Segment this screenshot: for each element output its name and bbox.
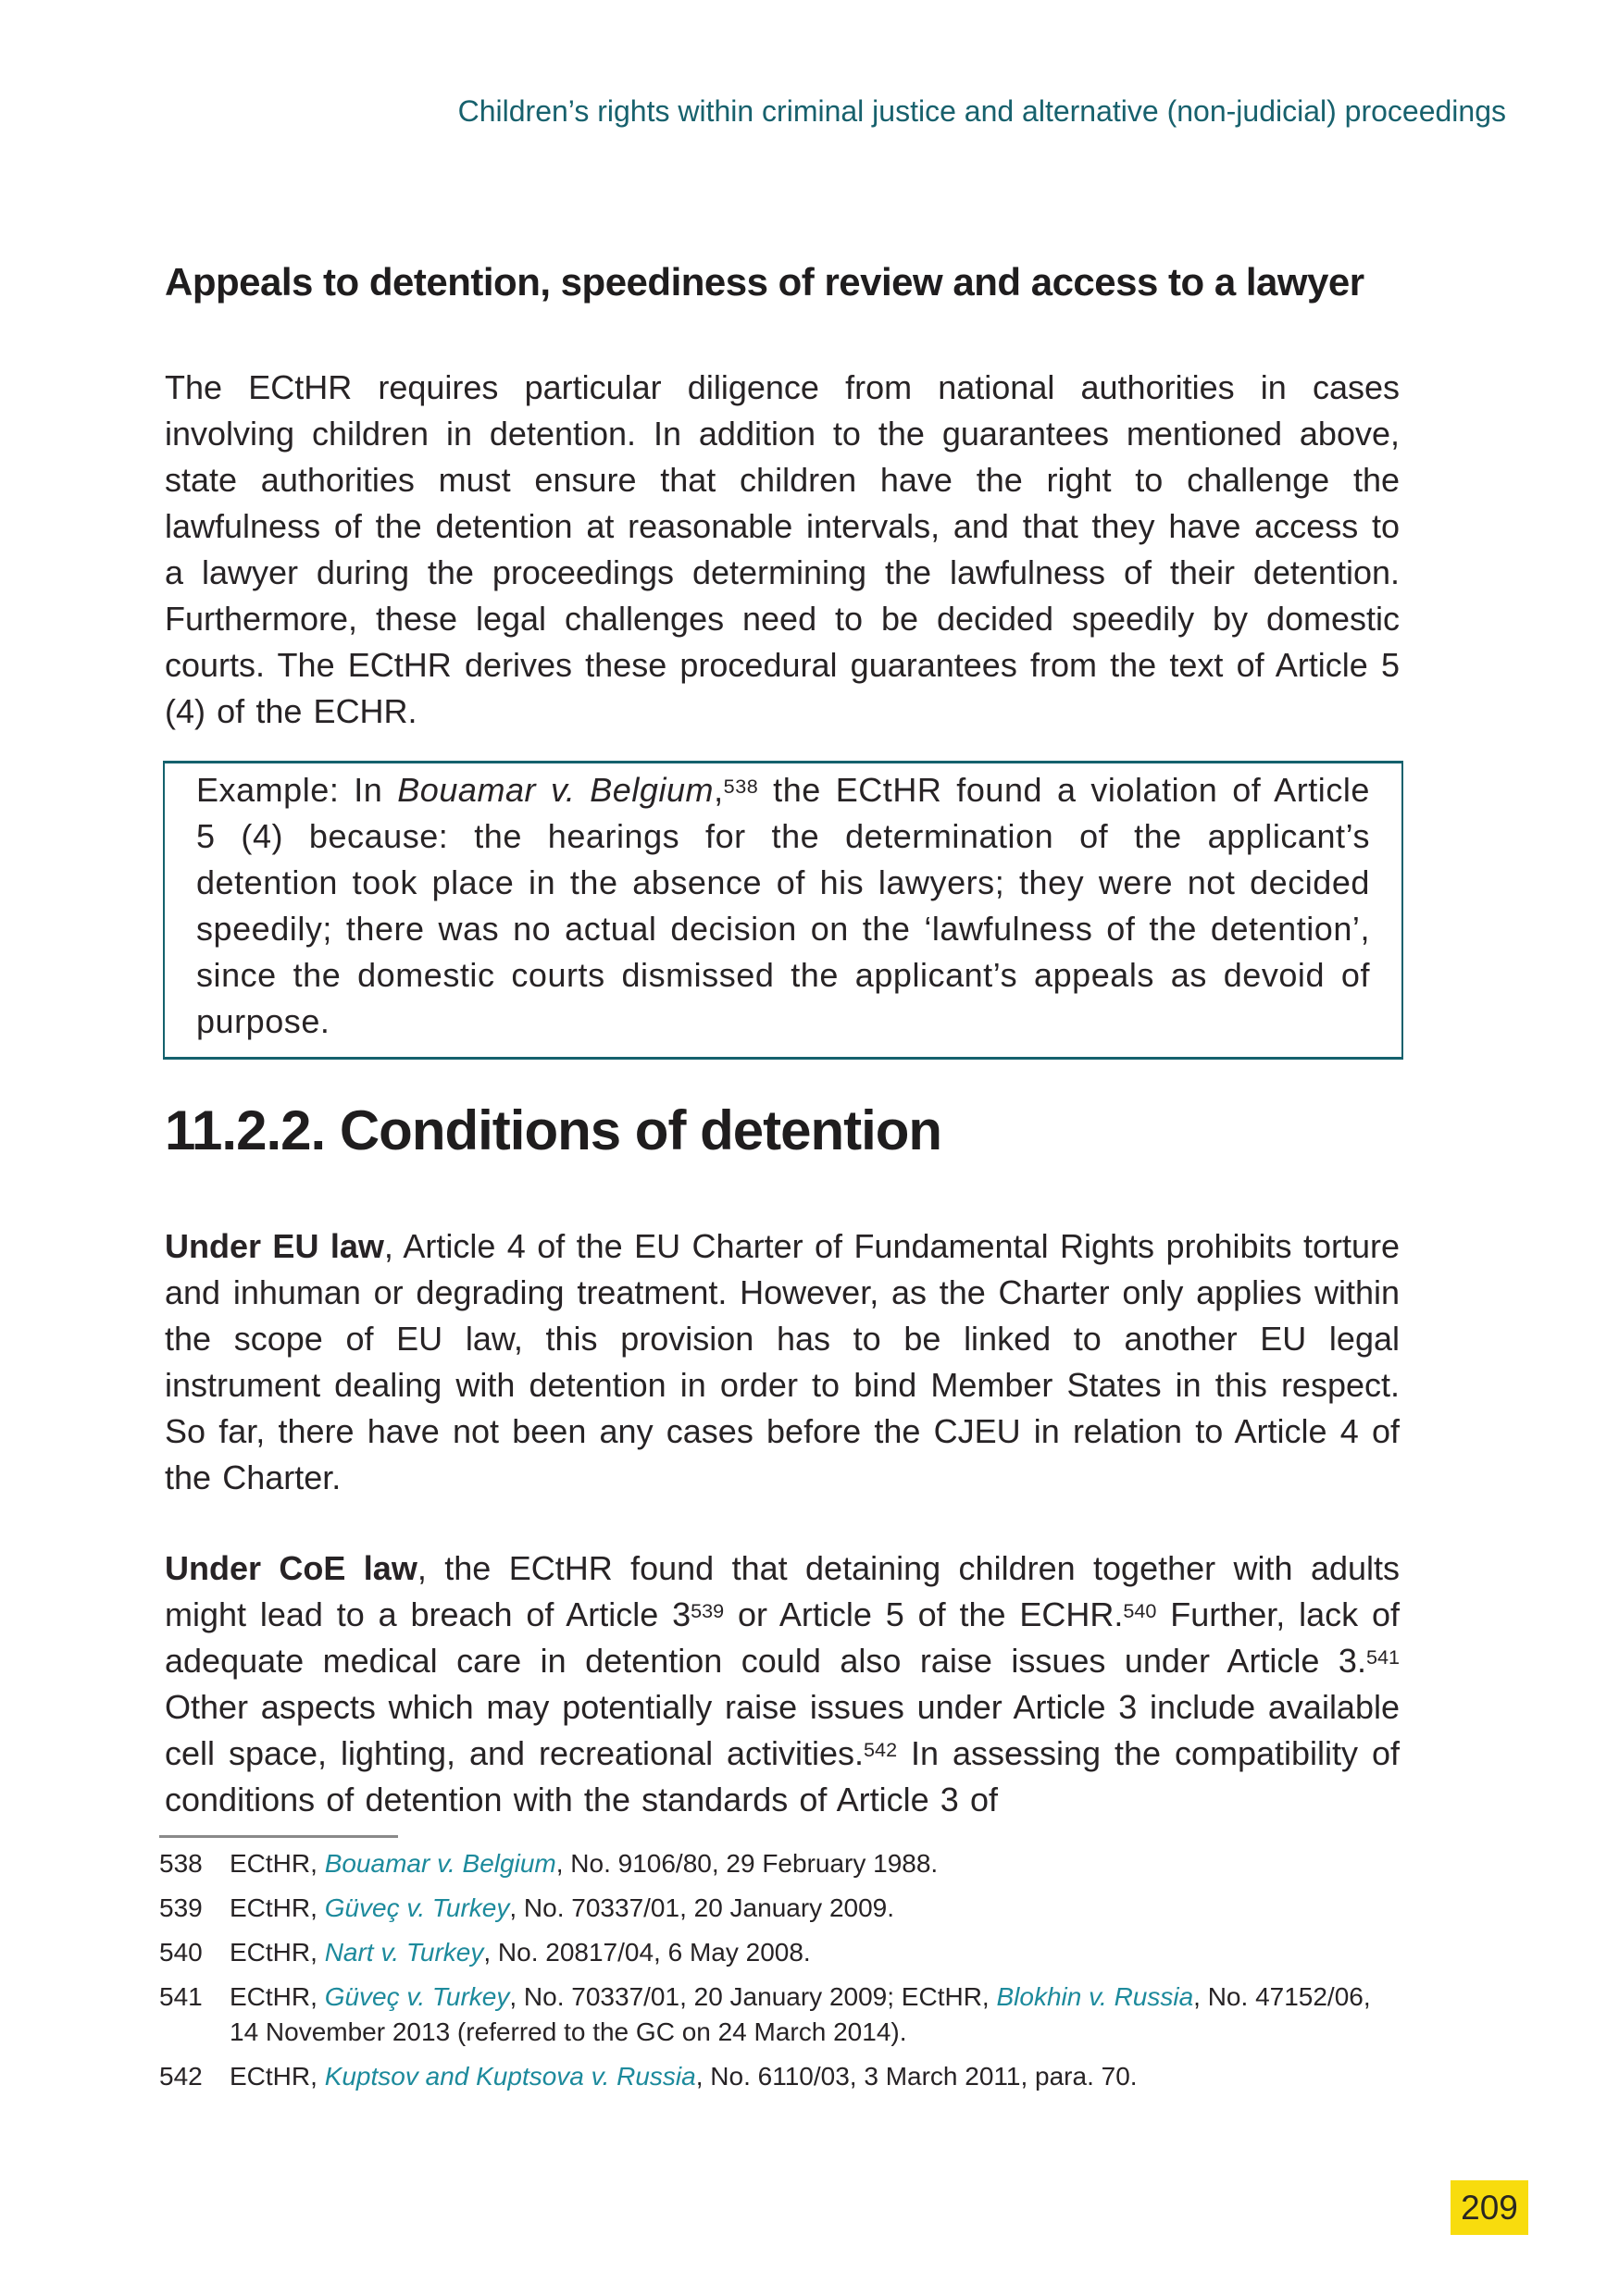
case-law-link[interactable]: Blokhin v. Russia	[996, 1982, 1194, 2011]
text-run: the ECtHR found a violation of Article 5 (4) because: the hearings for the determination of the applicant’s detention took place in the absence of his lawyers; they were not decided speedily; there was no actual decision on the ‘lawfulness of the detention’, since the domestic courts dismissed the applicant’s appeals as devoid of purpose.	[196, 771, 1370, 1040]
text-run: Other aspects which may potentially raise issues under Article 3 include available cell space, lighting, and recreational activities.	[165, 1688, 1400, 1772]
example-case-box	[163, 761, 1403, 1060]
text-run: , No. 70337/01, 20 January 2009; ECtHR,	[509, 1982, 997, 2011]
subsection-heading: Appeals to detention, speediness of review and access to a lawyer	[165, 260, 1364, 304]
text-run: In assessing the compatibility of conditions of detention with the standards of Article 3 of	[165, 1734, 1400, 1818]
footnote-text	[230, 2059, 1403, 2094]
case-law-link[interactable]: Nart v. Turkey	[324, 1938, 484, 1967]
page-number-badge	[1451, 2180, 1528, 2235]
footnote-text	[230, 1935, 1403, 1970]
text-run: , No. 70337/01, 20 January 2009.	[509, 1893, 895, 1922]
footnote-row	[159, 2059, 1403, 2094]
text-run: , Article 4 of the EU Charter of Fundamental Rights prohibits torture and inhuman or degrading treatment. However, as the Charter only applies within the scope of EU law, this provision has to be linked to another EU legal instrument dealing with detention in order to bind Member States in this respect. So far, there have not been any cases before the CJEU in relation to Article 4 of the Charter.	[165, 1227, 1400, 1496]
footnote-number: 540	[159, 1938, 203, 1967]
footnote-ref: 540	[1123, 1598, 1157, 1622]
footnote-row	[159, 1891, 1403, 1926]
text-run: , No. 20817/04, 6 May 2008.	[483, 1938, 811, 1967]
text-run: ECtHR,	[230, 1938, 325, 1967]
footnote-ref: 538	[723, 774, 759, 798]
case-law-link[interactable]: Kuptsov and Kuptsova v. Russia	[324, 2062, 696, 2091]
case-law-link[interactable]: Bouamar v. Belgium	[324, 1849, 556, 1878]
running-head: Children’s rights within criminal justice and alternative (non-judicial) proceedings	[457, 94, 1506, 128]
footnote-ref: 541	[1365, 1644, 1400, 1669]
footnote-row	[159, 1846, 1403, 1881]
footnote-text	[230, 1846, 1403, 1881]
page-number: 209	[1461, 2188, 1518, 2227]
footnote-ref: 539	[691, 1598, 725, 1622]
footnote-row	[159, 1935, 1403, 1970]
footnote-number: 538	[159, 1849, 203, 1878]
footnote-text	[230, 1980, 1403, 2050]
text-run: , the ECtHR found that detaining children together with adults might lead to a breach of Article 3	[165, 1549, 1401, 1633]
paragraph-appeals	[165, 365, 1400, 735]
case-law-link[interactable]: Güveç v. Turkey	[324, 1893, 510, 1922]
text-run: or Article 5 of the ECHR.	[724, 1595, 1124, 1633]
footnote-number: 539	[159, 1893, 203, 1922]
paragraph-under-eu-law	[165, 1223, 1400, 1501]
text-run: Bouamar v. Belgium	[397, 771, 715, 809]
text-run: Under CoE law	[165, 1549, 417, 1587]
case-law-link[interactable]: Güveç v. Turkey	[324, 1982, 510, 2011]
footnote-number: 541	[159, 1982, 203, 2011]
footnote-number: 542	[159, 2062, 203, 2091]
text-run: Example: In	[196, 771, 398, 809]
text-run: ,	[714, 771, 724, 809]
text-run: Further, lack of adequate medical care in detention could also raise issues under Article 3.	[165, 1595, 1400, 1680]
text-run: ECtHR,	[230, 2062, 325, 2091]
text-run: ECtHR,	[230, 1849, 325, 1878]
text-run: , No. 47152/06,	[1193, 1982, 1371, 2011]
text-run: , No. 9106/80, 29 February 1988.	[555, 1849, 939, 1878]
text-run: ECtHR,	[230, 1982, 325, 2011]
text-run: Under EU law	[165, 1227, 384, 1265]
footnote-separator-rule	[159, 1835, 398, 1838]
footnotes-section	[159, 1846, 1403, 2104]
text-run: , No. 6110/03, 3 March 2011, para. 70.	[695, 2062, 1138, 2091]
footnote-text	[230, 1891, 1403, 1926]
footnote-row	[159, 1980, 1403, 2050]
paragraph-under-coe-law	[165, 1545, 1400, 1823]
text-run: The ECtHR requires particular diligence from national authorities in cases involving children in detention. In addition to the guarantees mentioned above, state authorities must ensure that children have the right to challenge the lawfulness of the detention at reasonable intervals, and that they have access to a lawyer during the proceedings determining the lawfulness of their detention. Furthermore, these legal challenges need to be decided speedily by domestic courts. The ECtHR derives these procedural guarantees from the text of Article 5 (4) of the ECHR.	[165, 368, 1400, 730]
footnote-ref: 542	[864, 1737, 898, 1761]
section-heading-11-2-2: 11.2.2. Conditions of detention	[165, 1099, 942, 1161]
text-run: 14 November 2013 (referred to the GC on 24 March 2014).	[230, 2017, 907, 2046]
text-run: ECtHR,	[230, 1893, 325, 1922]
